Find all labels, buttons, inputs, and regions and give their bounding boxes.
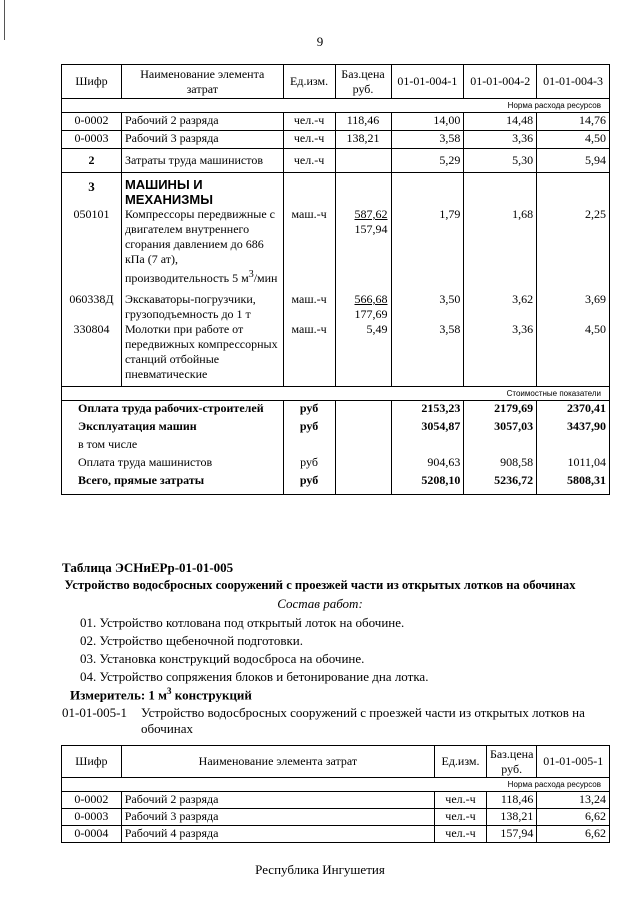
row-unit: маш.-ч <box>283 322 335 387</box>
row-name: Компрессоры передвижные с двигателем внутреннего сгорания давлением до 686 кПа (7 ат), производительность 5 $м^3$/мин <box>121 207 283 286</box>
row-value-1: 3,50 <box>391 286 464 322</box>
cost-value-2: 2179,69 <box>464 401 537 419</box>
resource-table-005 <box>61 745 610 843</box>
work-item: 02. Устройство щебеночной подготовки. <box>80 633 303 648</box>
cost-value-3: 1011,04 <box>537 455 610 473</box>
header-name: Наименование элемента затрат <box>121 746 434 778</box>
cost-value-3 <box>537 437 610 455</box>
row-code: 0-0003 <box>62 809 122 826</box>
cost-unit <box>283 437 335 455</box>
row-value-1: 3,58 <box>391 322 464 387</box>
row-value-3: 2,25 <box>537 207 610 286</box>
row-unit: чел.-ч <box>435 809 487 826</box>
table-row <box>62 792 610 809</box>
row-value-1: 1,79 <box>391 207 464 286</box>
section-code: 3 <box>62 173 122 208</box>
row-price: 157,94 <box>486 826 536 843</box>
row-price <box>335 149 391 173</box>
cost-name: Оплата труда машинистов <box>62 455 284 473</box>
row-code: 050101 <box>62 207 122 286</box>
table-row <box>62 113 610 131</box>
row-unit: чел.-ч <box>283 131 335 149</box>
cost-row <box>62 419 610 437</box>
work-item: 03. Установка конструкций водосброса на обочине. <box>80 651 365 666</box>
row-unit: маш.-ч <box>283 207 335 286</box>
table-row <box>62 149 610 173</box>
section-title: МАШИНЫ И МЕХАНИЗМЫ <box>121 173 283 208</box>
row-price: 118,46 <box>335 113 391 131</box>
cost-row <box>62 455 610 473</box>
footer-region: Республика Ингушетия <box>255 862 385 877</box>
item-code: 01-01-005-1 <box>62 705 127 720</box>
header-code: Шифр <box>62 746 122 778</box>
row-value-2: 5,30 <box>464 149 537 173</box>
cost-unit: руб <box>283 455 335 473</box>
row-value-3: 4,50 <box>537 131 610 149</box>
row-value-1: 14,00 <box>391 113 464 131</box>
table-row <box>62 809 610 826</box>
header-base-price: Баз.цена руб. <box>486 746 536 778</box>
row-value-2: 1,68 <box>464 207 537 286</box>
row-value-1: 6,62 <box>537 826 610 843</box>
row-value-1: 13,24 <box>537 792 610 809</box>
cost-value-1: 904,63 <box>391 455 464 473</box>
cost-value-2: 908,58 <box>464 455 537 473</box>
row-value-2: 3,62 <box>464 286 537 322</box>
cost-unit: руб <box>283 419 335 437</box>
row-code: 330804 <box>62 322 122 387</box>
row-code: 0-0002 <box>62 113 122 131</box>
price-line-1: 566,68 <box>354 292 388 306</box>
row-name: Рабочий 2 разряда <box>121 792 434 809</box>
cost-value-3: 2370,41 <box>537 401 610 419</box>
cost-row <box>62 401 610 419</box>
price-line-1: 587,62 <box>354 207 388 221</box>
row-value-1: 6,62 <box>537 809 610 826</box>
row-unit: чел.-ч <box>435 792 487 809</box>
row-value-2: 3,36 <box>464 322 537 387</box>
norm-label-row <box>62 778 610 792</box>
cost-name: Оплата труда рабочих-строителей <box>62 401 284 419</box>
cost-name: Всего, прямые затраты <box>62 473 284 495</box>
cost-unit: руб <box>283 401 335 419</box>
cost-value-3: 5808,31 <box>537 473 610 495</box>
row-value-2: 3,36 <box>464 131 537 149</box>
row-price: 138,21 <box>335 131 391 149</box>
row-price: 138,21 <box>486 809 536 826</box>
header-name: Наименование элемента затрат <box>121 65 283 99</box>
cost-value-3: 3437,90 <box>537 419 610 437</box>
cost-value-2: 3057,03 <box>464 419 537 437</box>
row-code: 2 <box>62 149 122 173</box>
row-value-3: 3,69 <box>537 286 610 322</box>
row-name: Рабочий 3 разряда <box>121 809 434 826</box>
row-value-2: 14,48 <box>464 113 537 131</box>
row-value-1: 5,29 <box>391 149 464 173</box>
header-col3: 01-01-004-3 <box>537 65 610 99</box>
cost-value-2: 5236,72 <box>464 473 537 495</box>
row-name: Рабочий 3 разряда <box>121 131 283 149</box>
row-code: 0-0004 <box>62 826 122 843</box>
cost-value-1 <box>391 437 464 455</box>
table-row <box>62 207 610 286</box>
work-item: 01. Устройство котлована под открытый лоток на обочине. <box>80 615 405 630</box>
row-price <box>335 286 391 322</box>
row-price: 5,49 <box>335 322 391 387</box>
composition-heading: Состав работ: <box>277 596 363 611</box>
row-unit: чел.-ч <box>283 149 335 173</box>
row-name: Молотки при работе от передвижных компрессорных станций отбойные пневматические <box>121 322 283 387</box>
cost-name: в том числе <box>62 437 284 455</box>
row-code: 0-0003 <box>62 131 122 149</box>
cost-row <box>62 473 610 495</box>
work-item: 04. Устройство сопряжения блоков и бетонирование дна лотка. <box>80 669 429 684</box>
header-base-price: Баз.цена руб. <box>335 65 391 99</box>
header-col1: 01-01-004-1 <box>391 65 464 99</box>
row-value-3: 4,50 <box>537 322 610 387</box>
row-unit: чел.-ч <box>283 113 335 131</box>
row-name: Рабочий 4 разряда <box>121 826 434 843</box>
cost-row <box>62 437 610 455</box>
item-text: Устройство водосбросных сооружений с проезжей части из открытых лотков на <box>141 705 585 720</box>
row-code: 0-0002 <box>62 792 122 809</box>
row-price: 118,46 <box>486 792 536 809</box>
header-col2: 01-01-004-2 <box>464 65 537 99</box>
header-unit: Ед.изм. <box>283 65 335 99</box>
row-name: Рабочий 2 разряда <box>121 113 283 131</box>
norm-label-row <box>62 99 610 113</box>
table-row <box>62 131 610 149</box>
norm-label: Норма расхода ресурсов <box>62 778 610 792</box>
table-subtitle: Устройство водосбросных сооружений с проезжей части из открытых лотков на обочинах <box>64 578 576 592</box>
cost-unit: руб <box>283 473 335 495</box>
row-name: Затраты труда машинистов <box>121 149 283 173</box>
row-value-3: 14,76 <box>537 113 610 131</box>
item-text-cont: обочинах <box>141 721 193 736</box>
cost-label: Стоимостные показатели <box>62 387 610 401</box>
table-header-row <box>62 65 610 99</box>
table-row <box>62 322 610 387</box>
cost-value-1: 5208,10 <box>391 473 464 495</box>
header-code: Шифр <box>62 65 122 99</box>
cost-value-1: 2153,23 <box>391 401 464 419</box>
row-name: Экскаваторы-погрузчики, грузоподъемность до 1 т <box>121 286 283 322</box>
table-row <box>62 286 610 322</box>
page-number: 9 <box>316 34 324 49</box>
table-header-row <box>62 746 610 778</box>
table-title: Таблица ЭСНиЕРр-01-01-005 <box>62 560 234 575</box>
header-col1: 01-01-005-1 <box>537 746 610 778</box>
cost-name: Эксплуатация машин <box>62 419 284 437</box>
row-value-3: 5,94 <box>537 149 610 173</box>
resource-table-004 <box>61 64 610 495</box>
header-unit: Ед.изм. <box>435 746 487 778</box>
row-code: 060338Д <box>62 286 122 322</box>
row-value-1: 3,58 <box>391 131 464 149</box>
table-row <box>62 826 610 843</box>
meter: Измеритель: 1 $м^3$ конструкций <box>70 686 252 703</box>
price-line-2: 177,69 <box>354 307 388 321</box>
row-unit: маш.-ч <box>283 286 335 322</box>
cost-value-1: 3054,87 <box>391 419 464 437</box>
price-line-2: 157,94 <box>354 222 388 236</box>
row-price <box>335 207 391 286</box>
norm-label: Норма расхода ресурсов <box>62 99 610 113</box>
cost-value-2 <box>464 437 537 455</box>
cost-label-row <box>62 387 610 401</box>
row-unit: чел.-ч <box>435 826 487 843</box>
section-row <box>62 173 610 208</box>
